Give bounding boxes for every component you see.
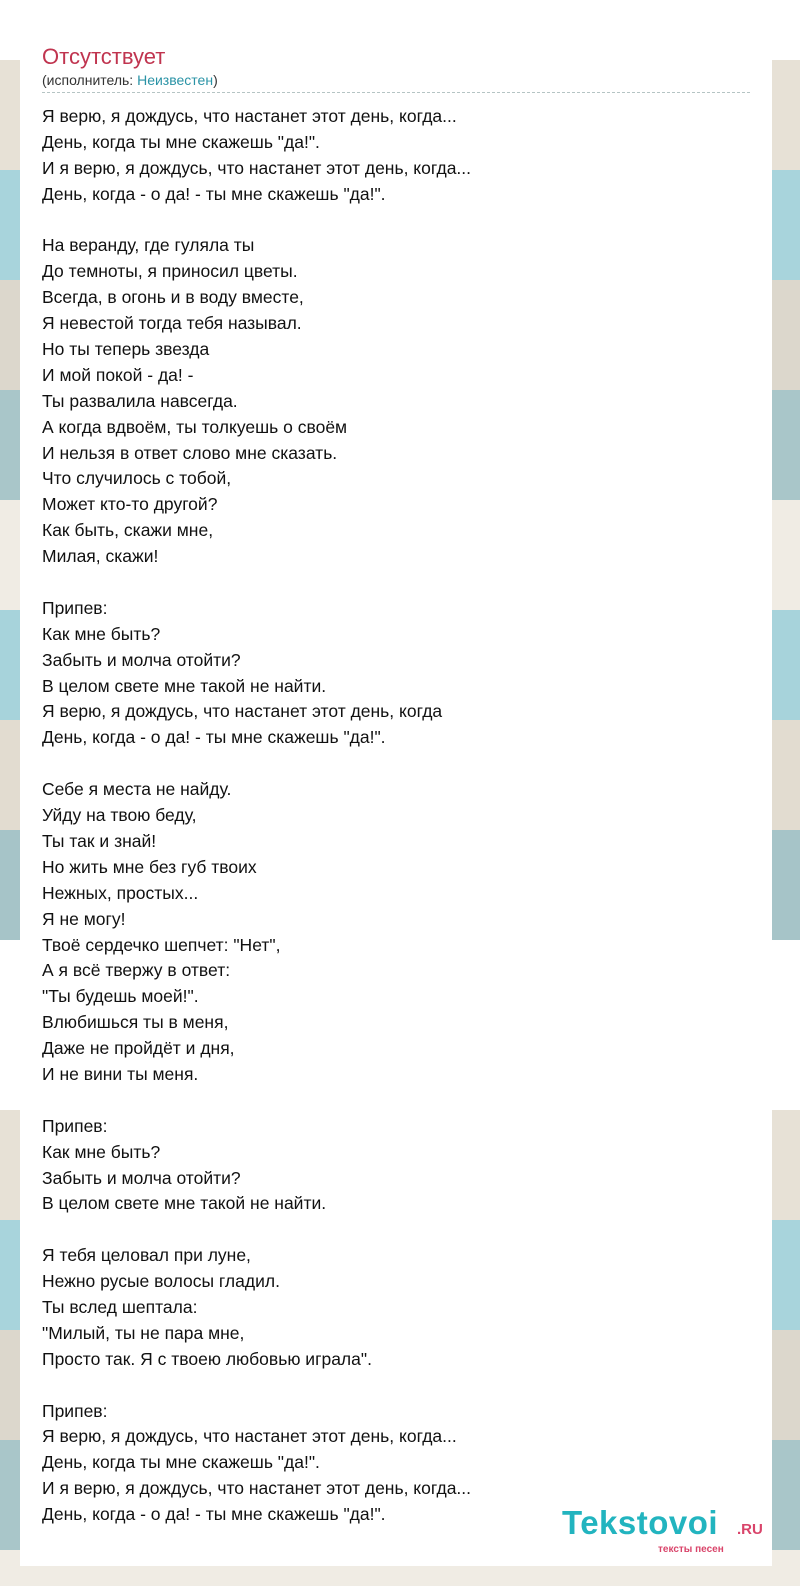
- lyrics-line: Я тебя целовал при луне,: [42, 1245, 251, 1266]
- lyrics-line: "Милый, ты не пара мне,: [42, 1322, 245, 1343]
- lyrics-blank-line: [42, 751, 742, 777]
- lyrics-text: [42, 104, 742, 1528]
- logo-tagline: тексты песен: [658, 1544, 724, 1555]
- lyrics-line: Как быть, скажи мне,: [42, 520, 214, 541]
- lyrics-line: Я верю, я дождусь, что настанет этот день, когда: [42, 701, 443, 722]
- lyrics-line: Припев:: [42, 597, 108, 618]
- lyrics-line: Я невестой тогда тебя называл.: [42, 313, 302, 334]
- logo-tld: .RU: [737, 1521, 763, 1538]
- lyrics-line: И не вини ты меня.: [42, 1063, 199, 1084]
- lyrics-line: Забыть и молча отойти?: [42, 1167, 241, 1188]
- lyrics-line: День, когда ты мне скажешь "да!".: [42, 1452, 320, 1473]
- lyrics-line: День, когда - о да! - ты мне скажешь "да!".: [42, 727, 386, 748]
- lyrics-line: Может кто-то другой?: [42, 494, 218, 515]
- lyrics-line: Припев:: [42, 1400, 108, 1421]
- lyrics-line: Твоё сердечко шепчет: "Нет",: [42, 934, 281, 955]
- lyrics-line: Нежных, простых...: [42, 882, 199, 903]
- lyrics-card: [20, 20, 772, 1566]
- lyrics-line: Я верю, я дождусь, что настанет этот день, когда...: [42, 1426, 457, 1447]
- lyrics-line: И я верю, я дождусь, что настанет этот день, когда...: [42, 157, 472, 178]
- lyrics-line: Даже не пройдёт и дня,: [42, 1038, 235, 1059]
- lyrics-line: День, когда - о да! - ты мне скажешь "да!".: [42, 1504, 386, 1525]
- lyrics-line: День, когда - о да! - ты мне скажешь "да!".: [42, 183, 386, 204]
- lyrics-line: Себе я места не найду.: [42, 779, 232, 800]
- lyrics-line: Милая, скажи!: [42, 546, 159, 567]
- lyrics-line: Ты развалила навсегда.: [42, 390, 238, 411]
- lyrics-blank-line: [42, 208, 742, 234]
- lyrics-line: Ты вслед шептала:: [42, 1296, 198, 1317]
- lyrics-line: Но жить мне без губ твоих: [42, 856, 257, 877]
- lyrics-line: Уйду на твою беду,: [42, 805, 197, 826]
- lyrics-line: Всегда, в огонь и в воду вместе,: [42, 287, 304, 308]
- lyrics-line: Что случилось с тобой,: [42, 468, 232, 489]
- lyrics-line: Припев:: [42, 1115, 108, 1136]
- lyrics-line: И мой покой - да! -: [42, 364, 194, 385]
- lyrics-line: Нежно русые волосы гладил.: [42, 1271, 280, 1292]
- lyrics-line: "Ты будешь моей!".: [42, 986, 199, 1007]
- song-title: Отсутствует: [42, 44, 166, 69]
- lyrics-blank-line: [42, 1373, 742, 1399]
- lyrics-line: Я верю, я дождусь, что настанет этот день, когда...: [42, 106, 457, 126]
- lyrics-line: И нельзя в ответ слово мне сказать.: [42, 442, 338, 463]
- lyrics-line: День, когда ты мне скажешь "да!".: [42, 131, 320, 152]
- lyrics-line: Влюбишься ты в меня,: [42, 1012, 229, 1033]
- lyrics-line: Как мне быть?: [42, 1141, 161, 1162]
- lyrics-line: Но ты теперь звезда: [42, 339, 210, 360]
- lyrics-line: До темноты, я приносил цветы.: [42, 261, 298, 282]
- lyrics-line: На веранду, где гуляла ты: [42, 235, 255, 256]
- lyrics-line: Я не могу!: [42, 908, 126, 929]
- lyrics-blank-line: [42, 1217, 742, 1243]
- lyrics-line: А я всё твержу в ответ:: [42, 960, 231, 981]
- dashed-divider: [42, 92, 750, 93]
- lyrics-line: Как мне быть?: [42, 623, 161, 644]
- lyrics-line: И я верю, я дождусь, что настанет этот день, когда...: [42, 1478, 472, 1499]
- lyrics-line: Просто так. Я с твоею любовью играла".: [42, 1348, 372, 1369]
- lyrics-blank-line: [42, 1088, 742, 1114]
- lyrics-line: В целом свете мне такой не найти.: [42, 1193, 327, 1214]
- lyrics-line: А когда вдвоём, ты толкуешь о своём: [42, 416, 348, 437]
- lyrics-line: В целом свете мне такой не найти.: [42, 675, 327, 696]
- artist-link[interactable]: Неизвестен: [137, 72, 214, 88]
- tekstovoi-logo[interactable]: [562, 1504, 772, 1562]
- lyrics-line: Ты так и знай!: [42, 830, 157, 851]
- artist-suffix: ): [213, 72, 218, 88]
- lyrics-line: Забыть и молча отойти?: [42, 649, 241, 670]
- artist-prefix: (исполнитель:: [42, 72, 138, 88]
- logo-wordmark: Tekstovoi: [562, 1504, 719, 1541]
- lyrics-blank-line: [42, 570, 742, 596]
- artist-line: [42, 71, 218, 89]
